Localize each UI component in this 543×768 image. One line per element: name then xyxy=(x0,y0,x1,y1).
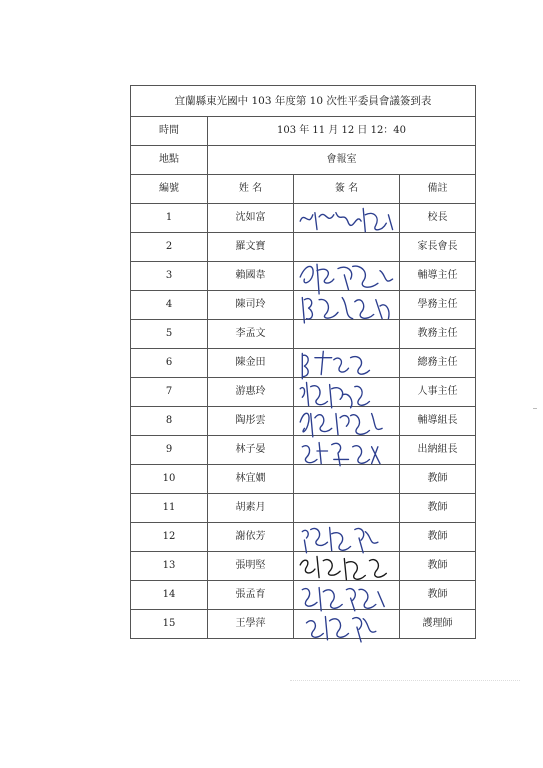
attendee-row xyxy=(131,204,476,233)
handwritten-signature xyxy=(296,523,401,551)
header-row xyxy=(131,175,476,204)
attendee-row xyxy=(131,494,476,523)
attendee-signature-cell xyxy=(294,465,400,494)
attendee-signature-cell xyxy=(294,233,400,262)
time-row xyxy=(131,117,476,146)
attendee-number: 6 xyxy=(131,349,208,378)
attendee-number: 1 xyxy=(131,204,208,233)
attendee-number: 14 xyxy=(131,581,208,610)
scan-artifact xyxy=(290,680,520,682)
attendee-name: 謝依芳 xyxy=(208,523,294,552)
attendee-row xyxy=(131,552,476,581)
attendee-name: 沈如富 xyxy=(208,204,294,233)
attendee-role: 人事主任 xyxy=(400,378,476,407)
time-label: 時間 xyxy=(131,117,208,146)
title-row xyxy=(131,86,476,117)
attendee-name: 李孟文 xyxy=(208,320,294,349)
attendee-role: 教務主任 xyxy=(400,320,476,349)
header-no: 編號 xyxy=(131,175,208,204)
attendee-number: 9 xyxy=(131,436,208,465)
attendee-name: 林宜嫺 xyxy=(208,465,294,494)
place-label: 地點 xyxy=(131,146,208,175)
attendee-row xyxy=(131,349,476,378)
attendee-row xyxy=(131,581,476,610)
attendee-role: 出納組長 xyxy=(400,436,476,465)
attendee-signature-cell xyxy=(294,436,400,465)
attendee-role: 教師 xyxy=(400,494,476,523)
header-name: 姓 名 xyxy=(208,175,294,204)
attendee-signature-cell xyxy=(294,581,400,610)
attendee-signature-cell xyxy=(294,204,400,233)
attendee-role: 教師 xyxy=(400,581,476,610)
attendee-row xyxy=(131,320,476,349)
attendee-number: 8 xyxy=(131,407,208,436)
handwritten-signature xyxy=(296,262,401,290)
attendee-number: 7 xyxy=(131,378,208,407)
attendee-number: 3 xyxy=(131,262,208,291)
attendee-number: 12 xyxy=(131,523,208,552)
attendee-row xyxy=(131,610,476,639)
attendee-signature-cell xyxy=(294,262,400,291)
attendee-number: 15 xyxy=(131,610,208,639)
attendee-number: 5 xyxy=(131,320,208,349)
attendee-signature-cell xyxy=(294,320,400,349)
handwritten-signature xyxy=(296,204,401,232)
attendee-name: 陶彤雲 xyxy=(208,407,294,436)
header-sign: 簽 名 xyxy=(294,175,400,204)
attendee-name: 羅文寶 xyxy=(208,233,294,262)
attendee-number: 13 xyxy=(131,552,208,581)
attendee-row xyxy=(131,378,476,407)
attendee-signature-cell xyxy=(294,494,400,523)
attendee-name: 張明堅 xyxy=(208,552,294,581)
attendee-row xyxy=(131,436,476,465)
handwritten-signature xyxy=(296,610,401,638)
attendee-role: 輔導主任 xyxy=(400,262,476,291)
attendee-signature-cell xyxy=(294,407,400,436)
attendee-name: 張孟育 xyxy=(208,581,294,610)
attendee-signature-cell xyxy=(294,552,400,581)
attendee-number: 4 xyxy=(131,291,208,320)
attendee-role: 家長會長 xyxy=(400,233,476,262)
attendee-role: 學務主任 xyxy=(400,291,476,320)
attendee-name: 賴國韋 xyxy=(208,262,294,291)
handwritten-signature xyxy=(296,349,401,377)
attendee-name: 林子晏 xyxy=(208,436,294,465)
attendee-role: 教師 xyxy=(400,523,476,552)
handwritten-signature xyxy=(296,291,401,319)
attendee-role: 教師 xyxy=(400,552,476,581)
handwritten-signature xyxy=(296,378,401,406)
attendee-signature-cell xyxy=(294,378,400,407)
attendee-role: 校長 xyxy=(400,204,476,233)
scan-artifact-dot xyxy=(533,408,537,409)
attendee-name: 陳金田 xyxy=(208,349,294,378)
attendee-rows xyxy=(131,204,476,639)
attendee-role: 教師 xyxy=(400,465,476,494)
attendee-role: 護理師 xyxy=(400,610,476,639)
attendee-signature-cell xyxy=(294,523,400,552)
handwritten-signature xyxy=(296,407,401,435)
attendee-role: 總務主任 xyxy=(400,349,476,378)
place-row xyxy=(131,146,476,175)
time-value: 103 年 11 月 12 日 12：40 xyxy=(208,117,476,146)
attendee-row xyxy=(131,465,476,494)
attendee-name: 游惠玲 xyxy=(208,378,294,407)
attendee-number: 10 xyxy=(131,465,208,494)
attendee-row xyxy=(131,262,476,291)
sheet-title: 宜蘭縣東光國中 103 年度第 10 次性平委員會議簽到表 xyxy=(131,86,476,117)
attendee-row xyxy=(131,233,476,262)
attendee-signature-cell xyxy=(294,349,400,378)
attendee-row xyxy=(131,523,476,552)
attendee-name: 陳司玲 xyxy=(208,291,294,320)
attendee-role: 輔導組長 xyxy=(400,407,476,436)
attendee-signature-cell xyxy=(294,610,400,639)
sign-in-sheet xyxy=(130,85,476,639)
attendee-row xyxy=(131,291,476,320)
attendee-number: 2 xyxy=(131,233,208,262)
handwritten-signature xyxy=(296,552,401,580)
attendee-number: 11 xyxy=(131,494,208,523)
attendee-row xyxy=(131,407,476,436)
attendee-name: 王學萍 xyxy=(208,610,294,639)
place-value: 會報室 xyxy=(208,146,476,175)
handwritten-signature xyxy=(296,581,401,609)
attendee-signature-cell xyxy=(294,291,400,320)
attendee-name: 胡素月 xyxy=(208,494,294,523)
handwritten-signature xyxy=(296,436,401,464)
header-note: 備註 xyxy=(400,175,476,204)
